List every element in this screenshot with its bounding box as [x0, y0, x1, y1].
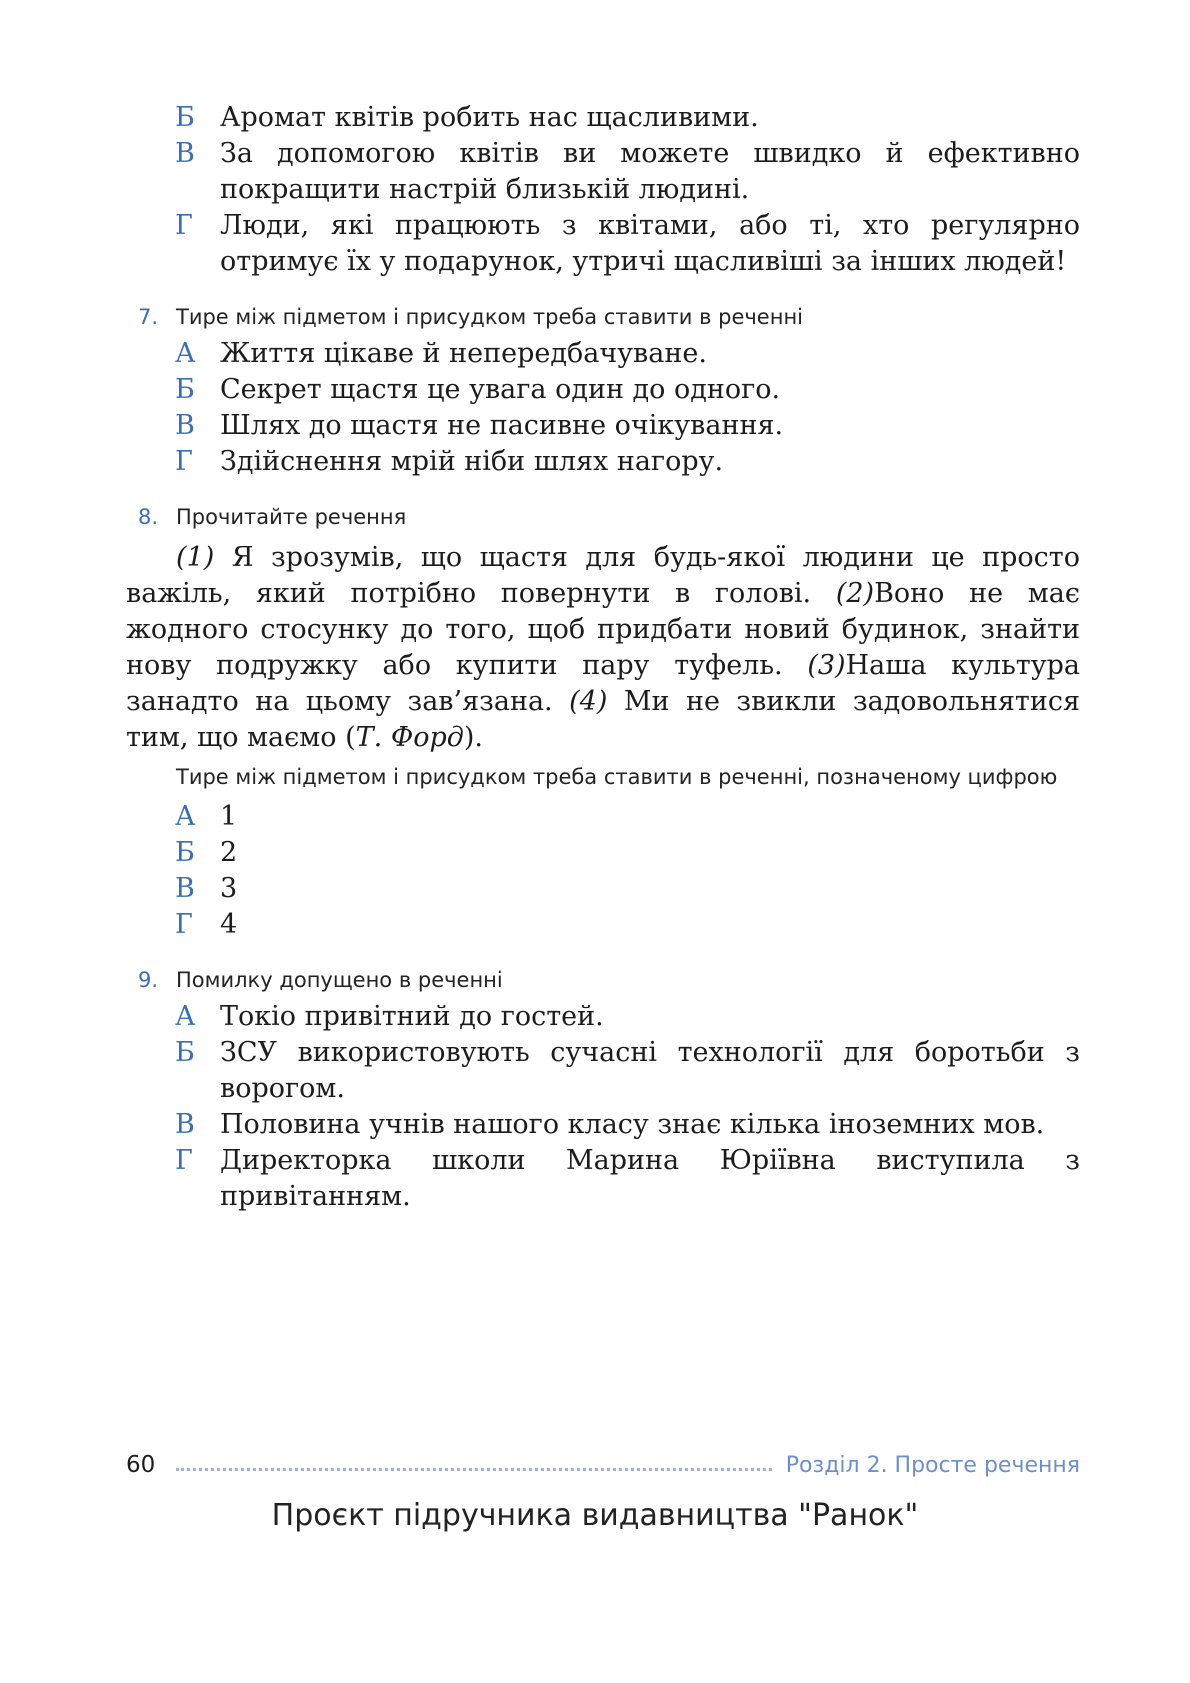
question-9: [126, 965, 1080, 1215]
answer-options: [126, 999, 1080, 1215]
reading-passage: [126, 540, 1080, 756]
option-v: [126, 871, 1080, 907]
option-text: Здійснення мрій ніби шлях нагору.: [220, 446, 724, 477]
option-b: [126, 835, 1080, 871]
option-v: [126, 1107, 1080, 1143]
option-text: Життя цікаве й непередбачуване.: [220, 338, 707, 369]
option-a: [126, 799, 1080, 835]
sentence-marker: (1): [176, 542, 215, 573]
option-b: [126, 1035, 1080, 1107]
option-text: Секрет щастя це увага один до одного.: [220, 374, 781, 405]
option-text: 4: [220, 909, 238, 940]
question-number: 8.: [138, 505, 159, 529]
option-v: [126, 136, 1080, 208]
option-h: [126, 907, 1080, 943]
subquestion-text: Тире між підметом і присудком треба ставити в реченні, позначеному цифрою: [176, 765, 1058, 789]
sentence-marker: (4): [569, 686, 608, 717]
option-text: ЗСУ використовують сучасні технології для боротьби з ворогом.: [220, 1037, 1080, 1104]
option-text: 2: [220, 837, 238, 868]
passage-sentence: Воно не має жодного стосунку до того, щоб придбати новий будинок, знайти нову подружку або купити пару туфель.: [126, 578, 1080, 681]
option-text: Аромат квітів робить нас щасливими.: [220, 102, 759, 133]
option-text: Люди, які працюють з квітами, або ті, хто регулярно отримує їх у подарунок, утричі щасливіші за інших людей!: [220, 210, 1080, 277]
page-number: 60: [126, 1452, 156, 1478]
option-letter: Б: [175, 102, 195, 133]
continued-options: [126, 100, 1080, 280]
question-number: 7.: [138, 305, 159, 329]
page-content: [126, 100, 1080, 1215]
option-text: 3: [220, 873, 238, 904]
option-letter: В: [175, 1109, 195, 1140]
option-letter: А: [175, 338, 196, 369]
option-h: [126, 208, 1080, 280]
sentence-marker: (2): [835, 578, 875, 609]
option-letter: Г: [175, 210, 193, 241]
option-b: [126, 100, 1080, 136]
option-b: [126, 372, 1080, 408]
option-text: 1: [220, 801, 238, 832]
option-letter: Б: [175, 837, 195, 868]
option-a: [126, 336, 1080, 372]
option-text: Директорка школи Марина Юріївна виступила з привітанням.: [220, 1145, 1080, 1212]
option-letter: В: [175, 410, 195, 441]
answer-options: [126, 336, 1080, 480]
option-h: [126, 444, 1080, 480]
question-header: [126, 502, 1080, 532]
option-h: [126, 1143, 1080, 1215]
option-letter: А: [175, 1001, 196, 1032]
option-text: Шлях до щастя не пасивне очікування.: [220, 410, 784, 441]
question-text: Тире між підметом і присудком треба ставити в реченні: [176, 305, 804, 329]
option-a: [126, 999, 1080, 1035]
question-text: Прочитайте речення: [176, 505, 407, 529]
sentence-marker: (3): [807, 650, 846, 681]
option-text: Токіо привітний до гостей.: [220, 1001, 604, 1032]
passage-sentence: Ми не звикли задовольнятися тим, що маємо (: [126, 686, 1080, 753]
author-name: Т. Форд: [355, 722, 464, 753]
publisher-note: Проєкт підручника видавництва "Ранок": [271, 1498, 919, 1533]
question-text: Помилку допущено в реченні: [176, 968, 503, 992]
option-letter: А: [175, 801, 196, 832]
option-text: За допомогою квітів ви можете швидко й ефективно покращити настрій близькій людині.: [220, 138, 1080, 205]
question-header: [126, 965, 1080, 995]
option-letter: Г: [175, 909, 193, 940]
option-letter: Г: [175, 446, 193, 477]
answer-options: [126, 799, 1080, 943]
option-letter: Г: [175, 1145, 193, 1176]
option-v: [126, 408, 1080, 444]
option-letter: В: [175, 873, 195, 904]
option-letter: Б: [175, 374, 195, 405]
question-7: [126, 302, 1080, 480]
option-text: Половина учнів нашого класу знає кілька іноземних мов.: [220, 1109, 1045, 1140]
passage-sentence: Наша культура занадто на цьому зав’язана.: [126, 650, 1080, 717]
passage-sentence: Я зрозумів, що щастя для будь-якої людини це просто важіль, який потрібно повернути в голові.: [126, 542, 1080, 609]
question-number: 9.: [138, 968, 159, 992]
option-letter: Б: [175, 1037, 195, 1068]
dotted-leader: [176, 1468, 772, 1471]
passage-end: ).: [463, 722, 484, 753]
option-letter: В: [175, 138, 195, 169]
page-footer: [126, 1450, 1080, 1480]
section-title: Розділ 2. Просте речення: [785, 1452, 1080, 1478]
question-8: [126, 502, 1080, 943]
question-header: [126, 302, 1080, 332]
